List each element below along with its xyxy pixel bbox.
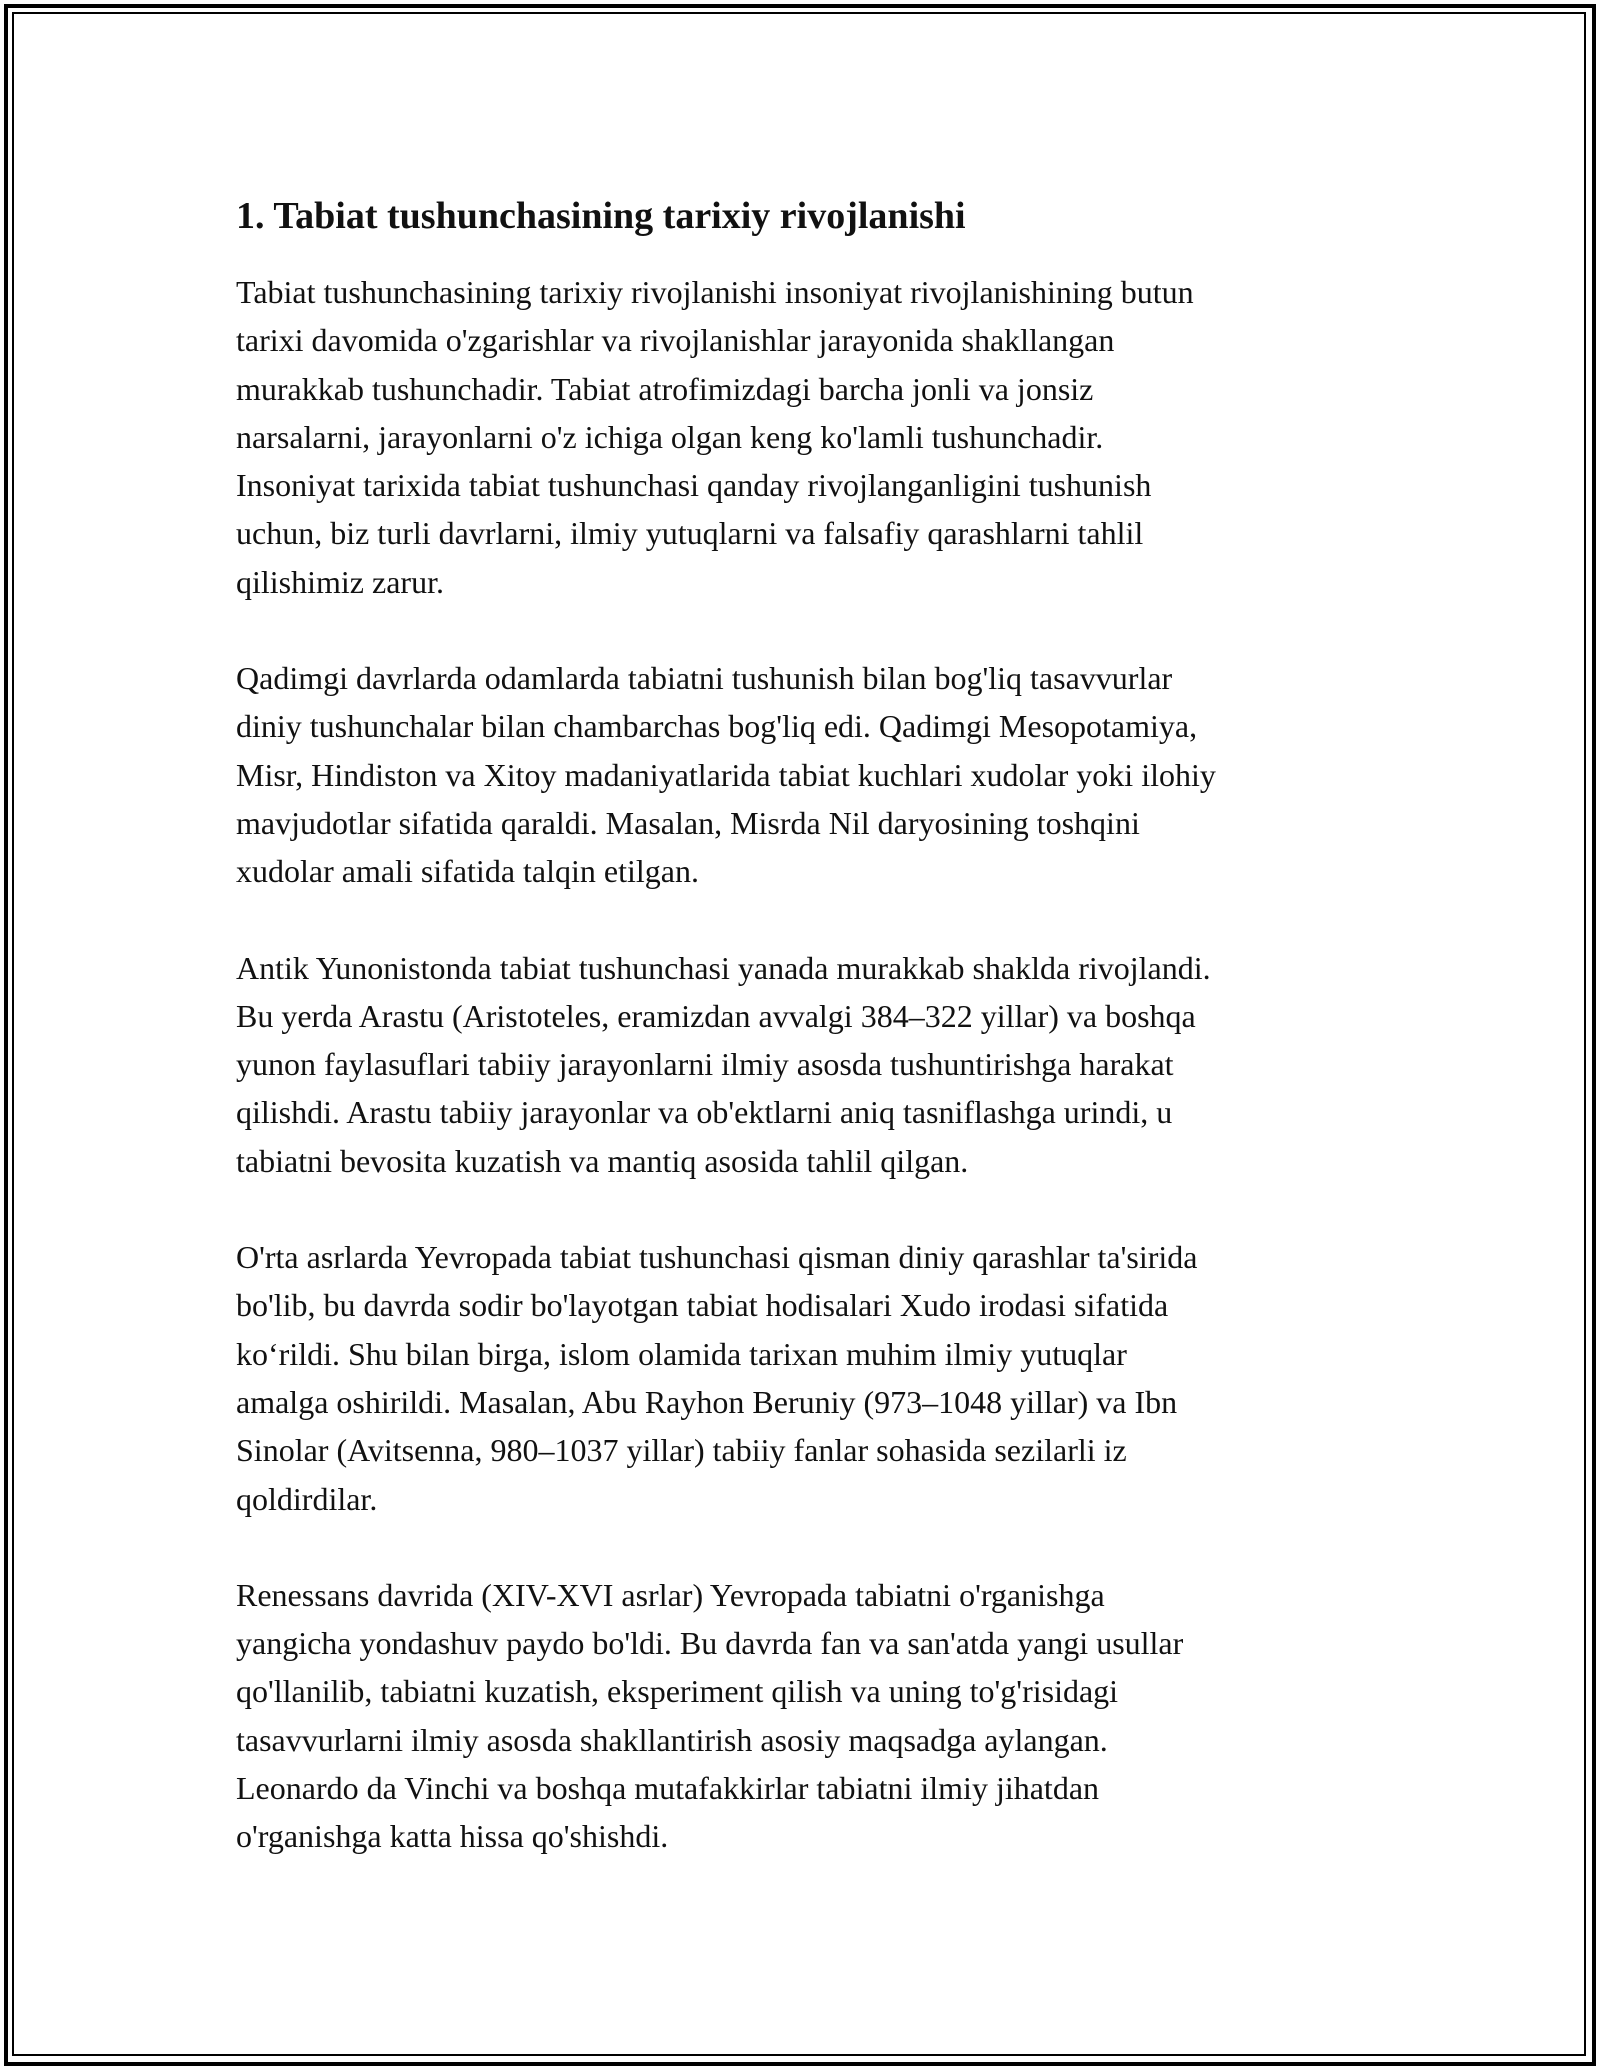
section-heading: 1. Tabiat tushunchasining tarixiy rivojlanishi <box>236 195 966 237</box>
paragraph-5: Renessans davrida (XIV-XVI asrlar) Yevropada tabiatni o'rganishga yangicha yondashuv paydo bo'ldi. Bu davrda fan va san'atda yangi usullar qo'llanilib, tabiatni kuzatish, eksperiment qilish va uning to'g'risidagi tasavvurlarni ilmiy asosda shakllantirish asosiy maqsadga aylangan. Leonardo da Vinchi va boshqa mutafakkirlar tabiatni ilmiy jihatdan o'rganishga katta hissa qo'shishdi. <box>236 1576 1184 1855</box>
paragraph-2: Qadimgi davrlarda odamlarda tabiatni tushunish bilan bog'liq tasavvurlar diniy tushunchalar bilan chambarchas bog'liq edi. Qadimgi Mesopotamiya, Misr, Hindiston va Xitoy madaniyatlarida tabiat kuchlari xudolar yoki ilohiy mavjudotlar sifatida qaraldi. Masalan, Misrda Nil daryosining toshqini xudolar amali sifatida talqin etilgan. <box>236 660 1216 890</box>
paragraph-1: Tabiat tushunchasining tarixiy rivojlanishi insoniyat rivojlanishining butun tarixi davomida o'zgarishlar va rivojlanishlar jarayonida shakllangan murakkab tushunchadir. Tabiat atrofimizdagi barcha jonli va jonsiz narsalarni, jarayonlarni o'z ichiga olgan keng ko'lamli tushunchadir. Insoniyat tarixida tabiat tushunchasi qanday rivojlanganligini tushunish uchun, biz turli davrlarni, ilmiy yutuqlarni va falsafiy qarashlarni tahlil qilishimiz zarur. <box>236 274 1194 600</box>
paragraph-3: Antik Yunonistonda tabiat tushunchasi yanada murakkab shaklda rivojlandi. Bu yerda Arastu (Aristoteles, eramizdan avvalgi 384–322 yillar) va boshqa yunon faylasuflari tabiiy jarayonlarni ilmiy asosda tushuntirishga harakat qilishdi. Arastu tabiiy jarayonlar va ob'ektlarni aniq tasniflashga urindi, u tabiatni bevosita kuzatish va mantiq asosida tahlil qilgan. <box>236 949 1211 1179</box>
document-body <box>236 186 1366 1909</box>
paragraph-4: O'rta asrlarda Yevropada tabiat tushunchasi qisman diniy qarashlar ta'sirida bo'lib, bu davrda sodir bo'layotgan tabiat hodisalari Xudo irodasi sifatida ko‘rildi. Shu bilan birga, islom olamida tarixan muhim ilmiy yutuqlar amalga oshirildi. Masalan, Abu Rayhon Beruniy (973–1048 yillar) va Ibn Sinolar (Avitsenna, 980–1037 yillar) tabiiy fanlar sohasida sezilarli iz qoldirdilar. <box>236 1239 1198 1517</box>
